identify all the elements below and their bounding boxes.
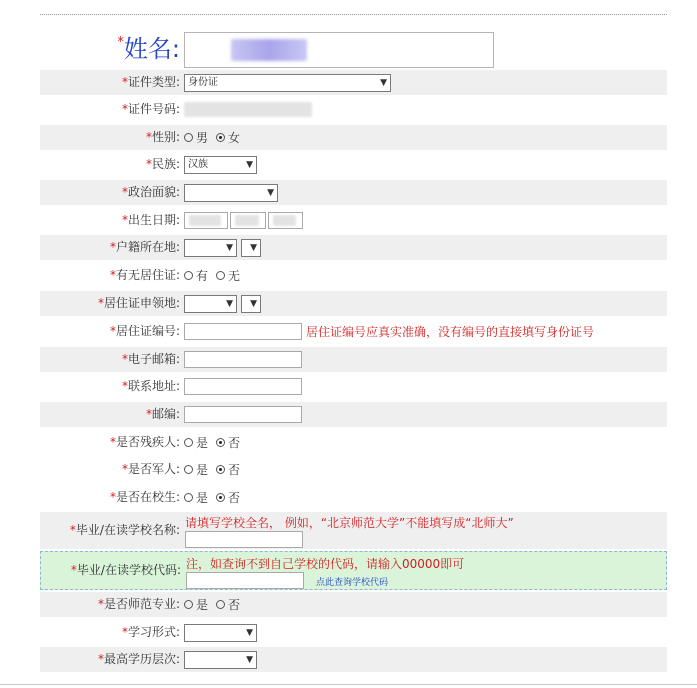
ethnicity-select[interactable] [184, 156, 257, 174]
required-star: * [121, 185, 128, 199]
chevron-down-icon: ▼ [267, 187, 274, 198]
id-type-row [40, 70, 667, 95]
permit-city-select[interactable] [241, 295, 261, 313]
required-star: * [109, 240, 116, 254]
birth-day-input[interactable] [268, 212, 303, 229]
redacted-birth-day [273, 215, 296, 226]
radio-label: 是 [196, 598, 209, 612]
address-label: 联系地址: [127, 379, 180, 393]
birth-date-row [40, 208, 667, 233]
redacted-birth-month [235, 215, 259, 226]
student-no-radio[interactable] [216, 489, 240, 506]
required-star: * [121, 352, 128, 366]
ethnicity-value: 汉族 [188, 158, 208, 170]
radio-icon [216, 271, 225, 280]
school-name-row [40, 512, 667, 549]
household-city-select[interactable] [241, 239, 261, 257]
required-star: * [109, 268, 116, 282]
school-name-input[interactable] [185, 531, 303, 548]
disabled-label: 是否残疾人: [115, 435, 180, 449]
disabled-no-radio[interactable] [216, 434, 240, 451]
military-no-radio[interactable] [216, 461, 240, 478]
id-number-field[interactable] [184, 97, 312, 122]
email-input[interactable] [184, 351, 302, 368]
normal-major-yes-radio[interactable] [184, 596, 208, 613]
radio-label: 否 [228, 598, 241, 612]
chevron-down-icon: ▼ [250, 242, 257, 253]
chevron-down-icon: ▼ [246, 627, 253, 638]
postcode-label: 邮编: [151, 407, 180, 421]
permit-number-row [40, 319, 667, 344]
required-star: * [109, 324, 116, 338]
chevron-down-icon: ▼ [250, 298, 257, 309]
school-code-row [40, 551, 667, 590]
birth-date-label: 出生日期: [127, 213, 180, 227]
required-star: * [145, 157, 152, 171]
education-level-select[interactable] [184, 651, 257, 669]
required-star: * [97, 652, 104, 666]
permit-location-row [40, 291, 667, 316]
id-number-label: 证件号码: [127, 102, 180, 116]
radio-icon [184, 271, 193, 280]
gender-row [40, 125, 667, 150]
id-number-row [40, 97, 667, 122]
radio-label: 是 [196, 491, 209, 505]
permit-number-input[interactable] [184, 323, 302, 340]
radio-icon [184, 133, 193, 142]
ethnicity-row [40, 152, 667, 177]
id-type-label: 证件类型: [127, 75, 180, 89]
normal-major-no-radio[interactable] [216, 596, 240, 613]
postcode-input[interactable] [184, 406, 302, 423]
school-name-hint: 请填写学校全名， 例如，“北京师范大学”不能填写成“北师大” [185, 516, 514, 530]
permit-number-hint: 居住证编号应真实准确，没有编号的直接填写身份证号 [306, 325, 595, 339]
study-form-select[interactable] [184, 624, 257, 642]
bottom-divider [0, 684, 697, 685]
household-province-select[interactable] [184, 239, 237, 257]
name-label: 姓名: [123, 35, 180, 63]
study-form-row [40, 620, 667, 645]
household-location-row [40, 235, 667, 260]
name-field[interactable] [184, 32, 494, 68]
address-input[interactable] [184, 378, 302, 395]
disabled-yes-radio[interactable] [184, 434, 208, 451]
radio-icon [184, 438, 193, 447]
radio-label: 否 [228, 463, 241, 477]
normal-major-label: 是否师范专业: [103, 597, 180, 611]
required-star: * [121, 75, 128, 89]
email-row [40, 347, 667, 372]
school-code-lookup-link[interactable]: 点此查询学校代码 [316, 578, 389, 588]
military-label: 是否军人: [127, 462, 180, 476]
permit-location-label: 居住证申领地: [103, 296, 180, 310]
radio-icon [184, 465, 193, 474]
required-star: * [97, 597, 104, 611]
residence-permit-label: 有无居住证: [115, 268, 180, 282]
postcode-row [40, 402, 667, 427]
chevron-down-icon: ▼ [246, 654, 253, 665]
required-star: * [109, 490, 116, 504]
military-yes-radio[interactable] [184, 461, 208, 478]
required-star: * [145, 407, 152, 421]
radio-label: 男 [196, 131, 209, 145]
school-code-label: 毕业/在读学校代码: [76, 563, 181, 577]
chevron-down-icon: ▼ [246, 159, 253, 170]
email-label: 电子邮箱: [127, 352, 180, 366]
radio-label: 是 [196, 436, 209, 450]
radio-label: 否 [228, 436, 241, 450]
redacted-name [231, 39, 307, 61]
radio-selected-icon [216, 465, 225, 474]
required-star: * [121, 625, 128, 639]
birth-year-input[interactable] [184, 212, 228, 229]
gender-female-radio[interactable] [216, 129, 240, 146]
residence-permit-yes-radio[interactable] [184, 267, 208, 284]
chevron-down-icon: ▼ [226, 298, 233, 309]
permit-province-select[interactable] [184, 295, 237, 313]
student-yes-radio[interactable] [184, 489, 208, 506]
school-code-hint: 注，如查询不到自己学校的代码，请输入00000即可 [186, 557, 465, 571]
required-star: * [145, 130, 152, 144]
permit-number-label: 居住证编号: [115, 324, 180, 338]
redacted-birth-year [189, 215, 221, 226]
gender-label: 性别: [151, 130, 180, 144]
required-star: * [121, 213, 128, 227]
disabled-row [40, 430, 667, 455]
radio-icon [216, 600, 225, 609]
radio-label: 有 [196, 269, 209, 283]
radio-selected-icon [216, 493, 225, 502]
student-row [40, 485, 667, 510]
education-level-label: 最高学历层次: [103, 652, 180, 666]
birth-month-input[interactable] [230, 212, 266, 229]
radio-selected-icon [216, 438, 225, 447]
residence-permit-no-radio[interactable] [216, 267, 240, 284]
required-star: * [121, 102, 128, 116]
id-type-select[interactable] [184, 74, 391, 92]
normal-major-row [40, 592, 667, 617]
political-status-select[interactable] [184, 184, 278, 202]
required-star: * [117, 35, 124, 50]
student-label: 是否在校生: [115, 490, 180, 504]
chevron-down-icon: ▼ [226, 242, 233, 253]
radio-selected-icon [216, 133, 225, 142]
radio-icon [184, 493, 193, 502]
ethnicity-label: 民族: [151, 157, 180, 171]
address-row [40, 374, 667, 399]
required-star: * [121, 462, 128, 476]
name-row [40, 30, 667, 68]
required-star: * [121, 379, 128, 393]
radio-label: 女 [228, 131, 241, 145]
school-code-input[interactable] [186, 572, 304, 589]
id-type-value: 身份证 [188, 76, 218, 88]
required-star: * [97, 296, 104, 310]
study-form-label: 学习形式: [127, 625, 180, 639]
radio-label: 无 [228, 269, 241, 283]
household-location-label: 户籍所在地: [115, 240, 180, 254]
required-star: * [70, 563, 77, 577]
gender-male-radio[interactable] [184, 129, 208, 146]
political-status-row [40, 180, 667, 205]
radio-label: 否 [228, 491, 241, 505]
political-status-label: 政治面貌: [127, 185, 180, 199]
radio-label: 是 [196, 463, 209, 477]
required-star: * [69, 523, 76, 537]
redacted-id-number [184, 102, 312, 117]
chevron-down-icon: ▼ [380, 77, 387, 88]
school-name-label: 毕业/在读学校名称: [75, 523, 180, 537]
residence-permit-row [40, 263, 667, 288]
military-row [40, 457, 667, 482]
education-level-row [40, 647, 667, 672]
radio-icon [184, 600, 193, 609]
top-divider [40, 14, 667, 15]
required-star: * [109, 435, 116, 449]
